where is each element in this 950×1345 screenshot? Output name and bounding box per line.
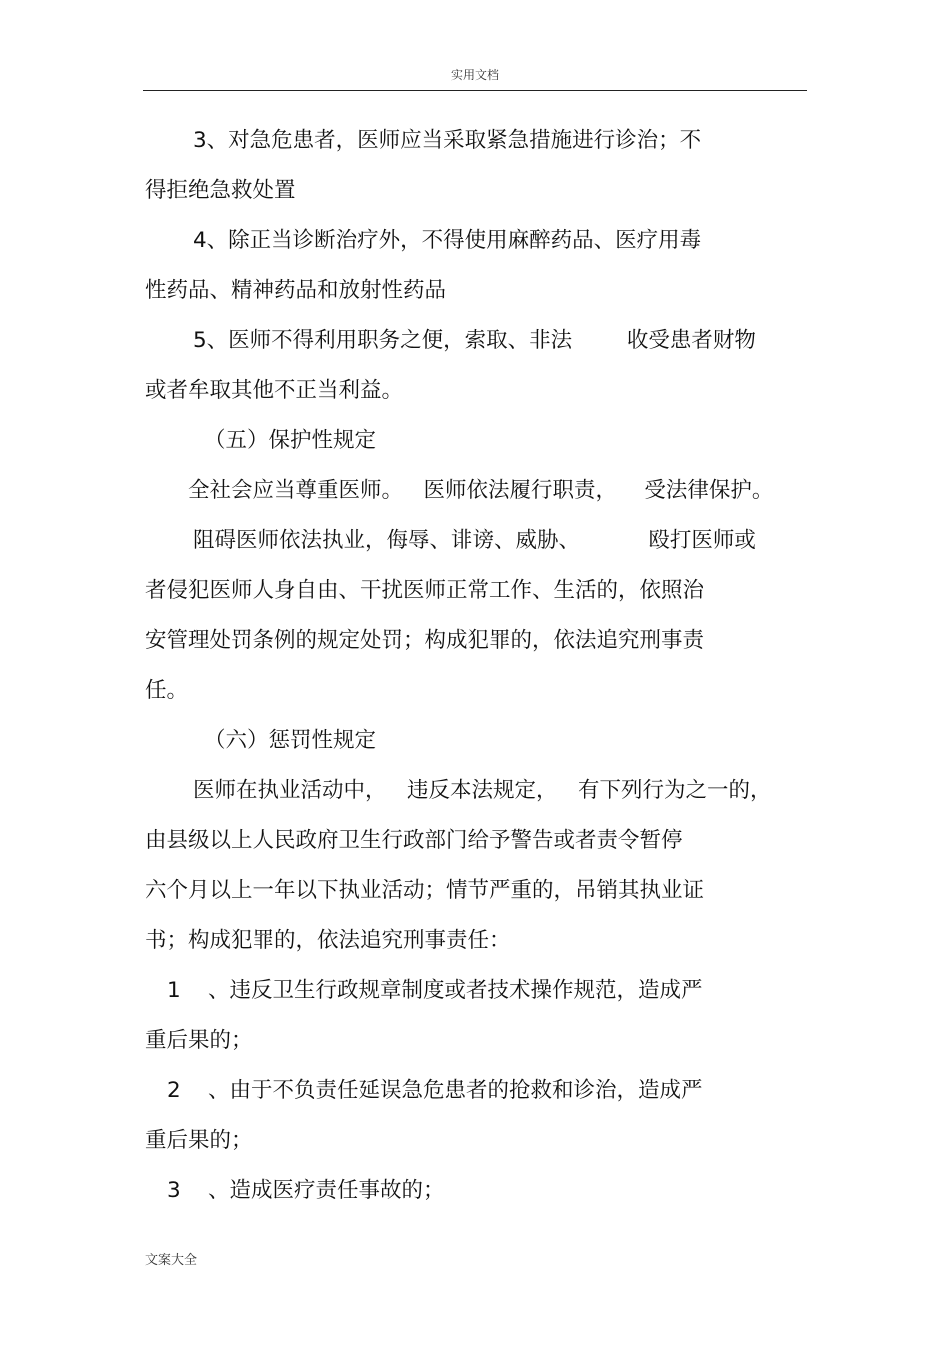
- text-line: 3、对急危患者，医师应当采取紧急措施进行诊治；不: [193, 128, 702, 153]
- text-line: 4、除正当诊断治疗外，不得使用麻醉药品、医疗用毒: [193, 228, 702, 253]
- text-line: 由县级以上人民政府卫生行政部门给予警告或者责令暂停: [145, 828, 683, 853]
- page-header: 实用文档: [450, 68, 499, 82]
- text-line: 六个月以上一年以下执业活动；情节严重的，吊销其执业证: [145, 878, 705, 903]
- section-heading: （五）保护性规定: [204, 428, 377, 453]
- section-heading: （六）惩罚性规定: [204, 728, 377, 753]
- header-divider: [143, 90, 807, 91]
- list-item: 3 、造成医疗责任事故的；: [167, 1178, 445, 1203]
- text-line: 或者牟取其他不正当利益。: [145, 378, 404, 403]
- text-line: 任。: [145, 678, 189, 703]
- list-item: 1 、违反卫生行政规章制度或者技术操作规范，造成严: [167, 978, 703, 1003]
- text-line: 得拒绝急救处置: [145, 178, 296, 203]
- page-footer: 文案大全: [145, 1253, 198, 1268]
- text-line: 全社会应当尊重医师。 医师依法履行职责， 受法律保护。: [188, 478, 774, 503]
- text-line: 重后果的；: [145, 1028, 253, 1053]
- text-line: 性药品、精神药品和放射性药品: [145, 278, 447, 303]
- text-line: 者侵犯医师人身自由、干扰医师正常工作、生活的，依照治: [145, 578, 705, 603]
- text-line: 重后果的；: [145, 1128, 253, 1153]
- text-line: 安管理处罚条例的规定处罚；构成犯罪的，依法追究刑事责: [145, 628, 705, 653]
- text-line: 医师在执业活动中， 违反本法规定， 有下列行为之一的，: [193, 778, 772, 803]
- text-line: 阻碍医师依法执业，侮辱、诽谤、威胁、 殴打医师或: [193, 528, 756, 553]
- text-line: 5、医师不得利用职务之便，索取、非法 收受患者财物: [193, 328, 756, 353]
- text-line: 书；构成犯罪的，依法追究刑事责任：: [145, 928, 511, 953]
- list-item: 2 、由于不负责任延误急危患者的抢救和诊治，造成严: [167, 1078, 703, 1103]
